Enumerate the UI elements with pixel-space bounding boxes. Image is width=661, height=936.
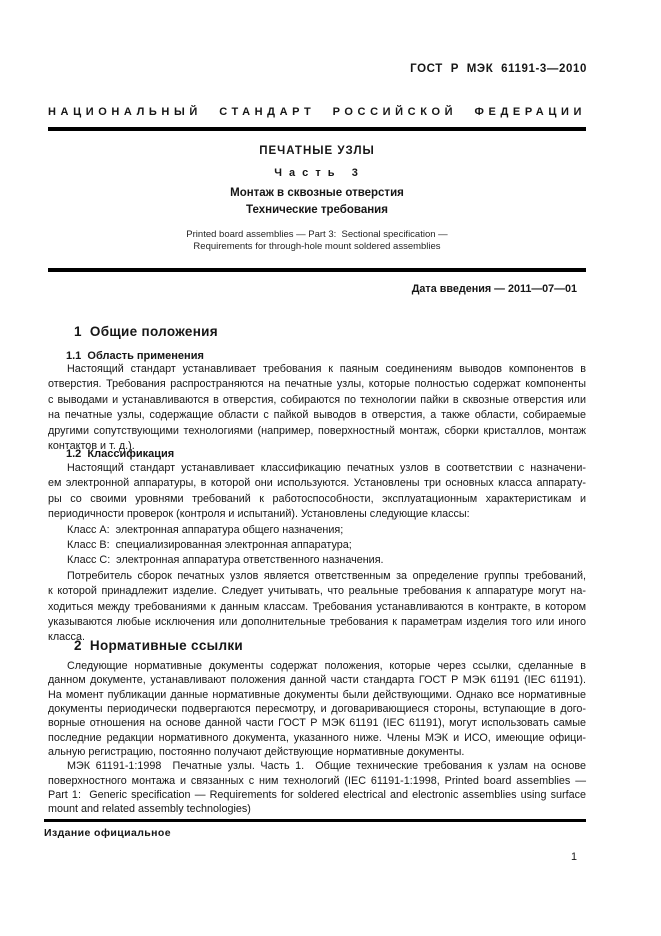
text-line: Класс А: электронная аппаратура общего назначения; xyxy=(67,523,344,536)
text-line: ворные отношения на основе данной части ГОСТ Р МЭК 61191 (IEC 61191), могут использовать самые xyxy=(48,717,586,730)
text-line: другими сопутствующими технологиями (например, поверхностный монтаж, сборки кристаллов, монтаж xyxy=(48,424,586,437)
text-line: Настоящий стандарт устанавливает классификацию печатных узлов в соответствии с назначени- xyxy=(67,462,586,474)
text-line: отверстия. Требования распространяются на печатные узлы, которые полностью содержат компоненты xyxy=(48,378,586,391)
effective-date: Дата введения — 2011—07—01 xyxy=(411,283,577,295)
standard-number: ГОСТ Р МЭК 61191-3—2010 xyxy=(410,63,587,75)
subtitle-requirements: Технические требования xyxy=(246,204,388,216)
text-line: с выводами и устанавливаются в отверстия, собираются по технологии пайки в сквозные отверстия или xyxy=(48,393,586,406)
official-edition-note: Издание официальное xyxy=(44,827,171,839)
paragraph-scope xyxy=(48,362,586,454)
text-line: Класс С: электронная аппаратура ответственного назначения. xyxy=(67,554,384,567)
horizontal-rule-title-bottom xyxy=(48,268,586,272)
section-1-heading: 1 Общие положения xyxy=(74,324,218,339)
text-line: документы периодически подвергаются пересмотру, и договаривающиеся стороны, вступающие в дого- xyxy=(48,703,586,716)
text-line: ем электронной аппаратуры, в которой они используются. Установлены три основных класса аппарату- xyxy=(48,477,586,490)
text-line: ходиться между требованиями к данным классам. Требования устанавливаются в контракте, в котором xyxy=(48,600,586,613)
subsection-1-2-heading: 1.2 Классификация xyxy=(66,448,175,460)
text-line: контактов и т. д.). xyxy=(48,439,135,452)
english-title-line1: Printed board assemblies — Part 3: Sectional specification — xyxy=(186,229,448,240)
text-line: mount and related assembly technologies) xyxy=(48,803,251,816)
page-number: 1 xyxy=(570,851,577,863)
document-title: ПЕЧАТНЫЕ УЗЛЫ xyxy=(259,145,375,157)
part-number-line: Ч а с т ь 3 xyxy=(274,167,360,179)
text-line: На момент публикации данные нормативные документы были действующими. Однако все нормативные xyxy=(48,688,586,701)
english-title-line2: Requirements for through-hole mount soldered assemblies xyxy=(193,241,441,252)
text-line: последние редакции нормативного документа, указанного ниже. Члены МЭК и ИСО, имеющие офици- xyxy=(48,731,586,744)
text-line: класса. xyxy=(48,631,85,644)
text-line: Part 1: Generic specification — Requirements for soldered electrical and electronic assemblies using surface xyxy=(48,789,586,802)
paragraph-normative-references xyxy=(48,659,586,817)
text-line: на печатные узлы, содержащие области с пайкой выводов в отверстия, а также области, собираемые xyxy=(48,409,586,422)
text-line: Следующие нормативные документы содержат положения, которые через ссылки, сделанные в xyxy=(67,660,586,672)
text-line: ры со своими уровнями требований к работоспособности, эксплуатационным характеристикам и xyxy=(48,492,586,505)
horizontal-rule-top xyxy=(48,127,586,131)
text-line: поверхностного монтажа и связанных с ним технологий (IEC 61191-1:1998, Printed board assemblies — xyxy=(48,774,586,787)
text-line: периодичности проверок (контроля и испытаний). Установлены следующие классы: xyxy=(48,508,470,521)
subtitle-mounting: Монтаж в сквозные отверстия xyxy=(230,187,404,199)
text-line: альную регистрацию, постоянно получают действующие нормативные документы. xyxy=(48,746,465,759)
national-standard-header: НАЦИОНАЛЬНЫЙ СТАНДАРТ РОССИЙСКОЙ ФЕДЕРАЦИИ xyxy=(48,106,586,118)
text-line: к которой принадлежит изделие. Следует учитывать, что реальные требования к аппаратуре могут на- xyxy=(48,585,586,598)
paragraph-classification xyxy=(48,461,586,646)
text-line: МЭК 61191-1:1998 Печатные узлы. Часть 1. Общие технические требования к узлам на основе xyxy=(67,760,586,773)
footer-rule xyxy=(44,819,586,822)
text-line: указываются любые исключения или дополнительные требования к параметрам изделия того или иного xyxy=(48,615,586,628)
text-line: Потребитель сборок печатных узлов является ответственным за определение группы требований, xyxy=(67,569,586,582)
subsection-1-1-heading: 1.1 Область применения xyxy=(66,350,204,362)
section-2-heading: 2 Нормативные ссылки xyxy=(74,638,244,653)
text-line: Класс В: специализированная электронная аппаратура; xyxy=(67,538,352,551)
text-line: данном документе, устанавливают положения данной части стандарта ГОСТ Р МЭК 61191 (IEC 61191). xyxy=(48,674,586,687)
text-line: Настоящий стандарт устанавливает требования к паяным соединениям выводов компонентов в xyxy=(67,363,586,375)
